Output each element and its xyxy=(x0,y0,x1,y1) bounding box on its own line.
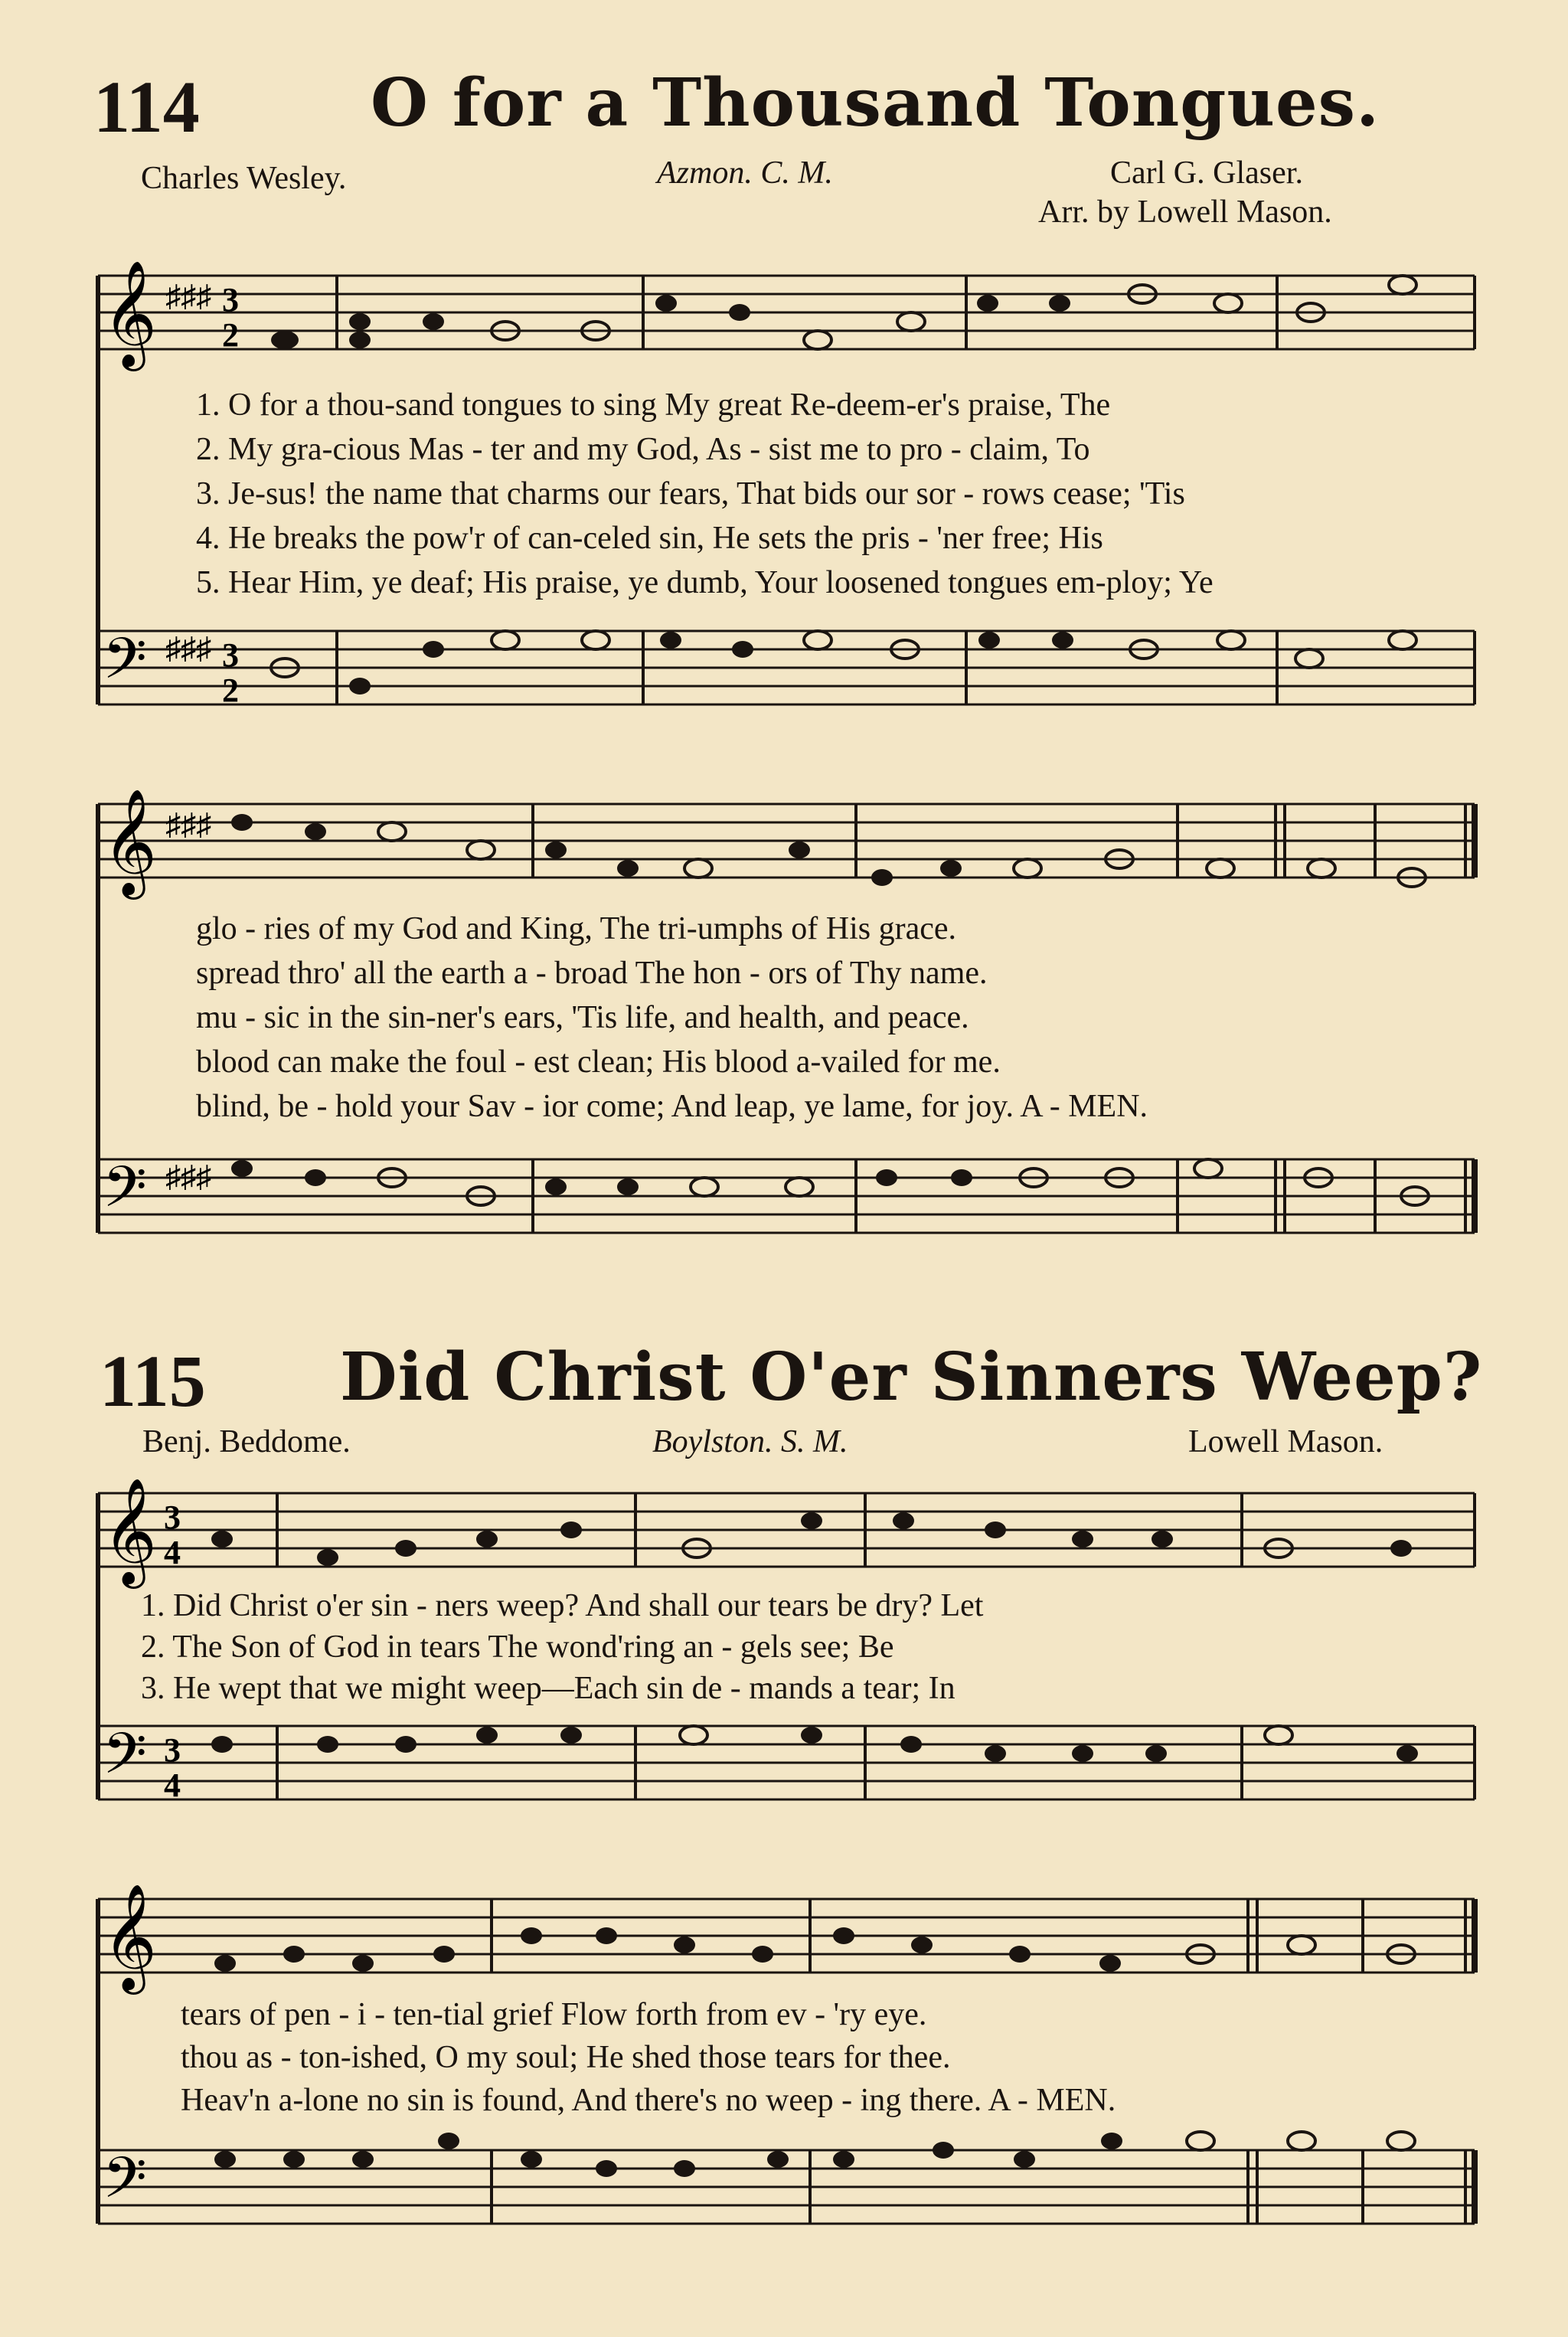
bass-clef-icon: 𝄢 xyxy=(103,1724,147,1799)
verse-line: mu - sic in the sin-ner's ears, 'Tis life, and health, and peace. xyxy=(196,1000,969,1035)
verse-line: blood can make the foul - est clean; His blood a-vailed for me. xyxy=(196,1044,1001,1080)
treble-staff xyxy=(98,1899,1475,1973)
hymn-title: O for a Thousand Tongues. xyxy=(371,64,1380,142)
verse-line: 3. Je-sus! the name that charms our fears, That bids our sor - rows cease; 'Tis xyxy=(196,476,1185,512)
verse-line: spread thro' all the earth a - broad The hon - ors of Thy name. xyxy=(196,956,988,991)
time-signature-icon: 3 xyxy=(164,1499,181,1536)
hymn-title: Did Christ O'er Sinners Weep? xyxy=(340,1338,1483,1416)
verse-line: 2. The Son of God in tears The wond'ring an - gels see; Be xyxy=(141,1629,894,1665)
hymn-number: 115 xyxy=(100,1340,206,1422)
key-signature-icon: ♯♯♯ xyxy=(165,807,211,842)
time-signature-icon: 4 xyxy=(164,1767,181,1804)
treble-clef-icon: 𝄞 xyxy=(103,791,157,893)
treble-clef-icon: 𝄞 xyxy=(103,1480,157,1582)
verse-line: 4. He breaks the pow'r of can-celed sin, He sets the pris - 'ner free; His xyxy=(196,521,1103,556)
time-signature-icon: 3 xyxy=(222,281,239,319)
verse-line: thou as - ton-ished, O my soul; He shed those tears for thee. xyxy=(181,2040,951,2075)
verse-line: Heav'n a-lone no sin is found, And there's no weep - ing there. A - MEN. xyxy=(181,2083,1116,2118)
hymn-arranger: Arr. by Lowell Mason. xyxy=(1038,194,1332,230)
verse-line: 3. He wept that we might weep—Each sin de - mands a tear; In xyxy=(141,1671,956,1706)
bass-clef-icon: 𝄢 xyxy=(103,629,147,704)
verse-line: glo - ries of my God and King, The tri-umphs of His grace. xyxy=(196,911,957,946)
hymn-tune: Boylston. S. M. xyxy=(652,1424,848,1459)
time-signature-icon: 2 xyxy=(222,672,239,709)
time-signature-icon: 2 xyxy=(222,316,239,354)
time-signature-icon: 3 xyxy=(222,636,239,674)
verse-line: tears of pen - i - ten-tial grief Flow forth from ev - 'ry eye. xyxy=(181,1997,927,2032)
bass-staff xyxy=(98,1159,1475,1233)
verse-line: blind, be - hold your Sav - ior come; And leap, ye lame, for joy. A - MEN. xyxy=(196,1089,1148,1124)
hymn-author: Benj. Beddome. xyxy=(142,1424,351,1459)
treble-staff xyxy=(98,276,1475,349)
hymn-composer: Carl G. Glaser. xyxy=(1110,155,1303,191)
verse-line: 2. My gra-cious Mas - ter and my God, As - sist me to pro - claim, To xyxy=(196,432,1090,467)
hymn-composer: Lowell Mason. xyxy=(1188,1424,1383,1459)
bass-staff xyxy=(98,1726,1475,1799)
bass-clef-icon: 𝄢 xyxy=(103,1157,147,1233)
time-signature-icon: 4 xyxy=(164,1534,181,1571)
treble-staff xyxy=(98,804,1475,878)
bass-clef-icon: 𝄢 xyxy=(103,2148,147,2224)
hymn-author: Charles Wesley. xyxy=(141,161,347,196)
key-signature-icon: ♯♯♯ xyxy=(165,631,211,665)
treble-clef-icon: 𝄞 xyxy=(103,1886,157,1988)
verse-line: 1. Did Christ o'er sin - ners weep? And shall our tears be dry? Let xyxy=(141,1588,984,1623)
bass-staff xyxy=(98,631,1475,704)
verse-line: 5. Hear Him, ye deaf; His praise, ye dumb, Your loosened tongues em-ploy; Ye xyxy=(196,565,1214,600)
treble-clef-icon: 𝄞 xyxy=(103,263,157,364)
hymn-tune: Azmon. C. M. xyxy=(657,155,833,191)
hymn-number: 114 xyxy=(93,66,200,148)
verse-line: 1. O for a thou-sand tongues to sing My great Re-deem-er's praise, The xyxy=(196,387,1111,423)
key-signature-icon: ♯♯♯ xyxy=(165,1159,211,1194)
time-signature-icon: 3 xyxy=(164,1731,181,1769)
key-signature-icon: ♯♯♯ xyxy=(165,279,211,313)
